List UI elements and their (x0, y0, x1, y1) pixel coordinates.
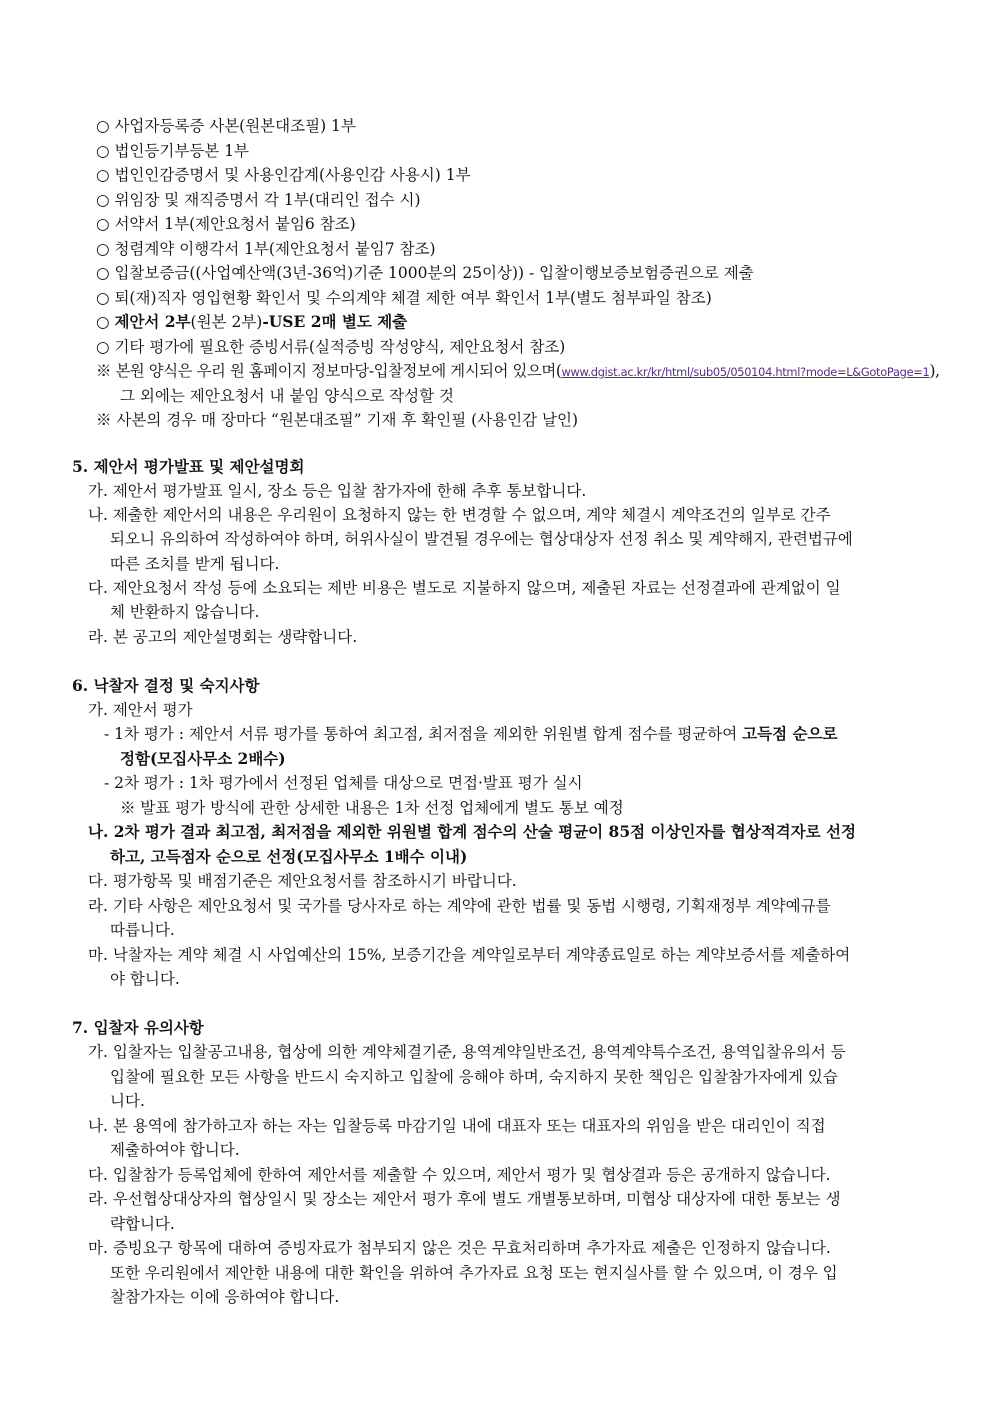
section-6-title: 6. 낙찰자 결정 및 숙지사항 (72, 676, 260, 695)
s6-item-da: 다. 평가항목 및 배점기준은 제안요청서를 참조하시기 바랍니다. (88, 872, 517, 890)
homepage-link[interactable]: www.dgist.ac.kr/kr/html/sub05/050104.html?mode=L&GotoPage=1 (561, 365, 930, 379)
s7-item-da: 다. 입찰참가 등록업체에 한하여 제안서를 제출할 수 있으며, 제안서 평가 및 협상결과 등은 공개하지 않습니다. (88, 1166, 831, 1184)
s6-first-eval-cont: 정함(모집사무소 2배수) (120, 749, 286, 768)
s6-item-na-line2: 하고, 고득점자 순으로 선정(모집사무소 1배수 이내) (110, 847, 468, 866)
s6-item-ma-line2: 야 합니다. (110, 970, 180, 988)
s6-item-ga: 가. 제안서 평가 (88, 701, 193, 719)
s7-item-na-line1: 나. 본 용역에 참가하고자 하는 자는 입찰등록 마감기일 내에 대표자 또는 대표자의 위임을 받은 대리인이 직접 (88, 1117, 826, 1135)
s7-item-na-line2: 제출하여야 합니다. (110, 1141, 240, 1159)
doc-item-pledge: ○ 서약서 1부(제안요청서 붙임6 참조) (96, 215, 356, 233)
s6-first-eval (104, 722, 837, 746)
s5-item-na-line2: 되오니 유의하여 작성하여야 하며, 허위사실이 발견될 경우에는 협상대상자 선정 취소 및 계약해지, 관련법규에 (110, 530, 853, 548)
note-form-location (96, 359, 940, 384)
section-7-title: 7. 입찰자 유의사항 (72, 1018, 204, 1037)
s7-item-ra-line1: 라. 우선협상대상자의 협상일시 및 장소는 제안서 평가 후에 별도 개별통보하며, 미협상 대상자에 대한 통보는 생 (88, 1190, 841, 1208)
doc-item-power-of-attorney: ○ 위임장 및 재직증명서 각 1부(대리인 접수 시) (96, 191, 421, 209)
s7-item-ma-line2: 또한 우리원에서 제안한 내용에 대한 확인을 위하여 추가자료 요청 또는 현지실사를 할 수 있으며, 이 경우 입 (110, 1264, 838, 1282)
note-form-location-end: ), (929, 362, 940, 380)
s7-item-ra-line2: 략합니다. (110, 1215, 175, 1233)
s5-item-na-line3: 따른 조치를 받게 됩니다. (110, 555, 280, 573)
proposal-usb-note: -USE 2매 별도 제출 (262, 312, 408, 331)
s7-item-ma-line1: 마. 증빙요구 항목에 대하여 증빙자료가 첨부되지 않은 것은 무효처리하며 추가자료 제출은 인정하지 않습니다. (88, 1239, 831, 1257)
s6-item-na-line1: 나. 2차 평가 결과 최고점, 최저점을 제외한 위원별 합계 점수의 산술 평균이 85점 이상인자를 협상적격자로 선정 (88, 822, 856, 841)
note-copy-certification: ※ 사본의 경우 매 장마다 “원본대조필” 기재 후 확인필 (사용인감 날인) (96, 411, 579, 429)
doc-item-integrity-contract: ○ 청렴계약 이행각서 1부(제안요청서 붙임7 참조) (96, 240, 436, 258)
s5-item-na-line1: 나. 제출한 제안서의 내용은 우리원이 요청하지 않는 한 변경할 수 없으며, 계약 체결시 계약조건의 일부로 간주 (88, 506, 831, 524)
s6-second-eval: - 2차 평가 : 1차 평가에서 선정된 업체를 대상으로 면접·발표 평가 실시 (104, 774, 583, 792)
section-5-title: 5. 제안서 평가발표 및 제안설명회 (72, 457, 305, 476)
note-form-location-cont: 그 외에는 제안요청서 내 붙임 양식으로 작성할 것 (120, 387, 454, 405)
s7-item-ga-line3: 니다. (110, 1092, 145, 1110)
s6-item-ma-line1: 마. 낙찰자는 계약 체결 시 사업예산의 15%, 보증기간을 계약일로부터 계약종료일로 하는 계약보증서를 제출하여 (88, 946, 851, 964)
s7-item-ga-line1: 가. 입찰자는 입찰공고내용, 협상에 의한 계약체결기준, 용역계약일반조건, 용역계약특수조건, 용역입찰유의서 등 (88, 1043, 846, 1061)
doc-item-corporate-registry: ○ 법인등기부등본 1부 (96, 142, 250, 160)
note-form-location-text: ※ 본원 양식은 우리 원 홈페이지 정보마당-입찰정보에 게시되어 있으며( (96, 362, 562, 380)
doc-item-seal-certificate: ○ 법인인감증명서 및 사용인감계(사용인감 사용시) 1부 (96, 166, 471, 184)
bullet-circle: ○ (96, 313, 115, 331)
doc-item-business-registration: ○ 사업자등록증 사본(원본대조필) 1부 (96, 117, 356, 135)
s5-item-da-line2: 체 반환하지 않습니다. (110, 603, 260, 621)
s6-first-eval-text: - 1차 평가 : 제안서 서류 평가를 통하여 최고점, 최저점을 제외한 위원별 합계 점수를 평균하여 (104, 725, 743, 743)
proposal-copies: 제안서 2부 (114, 312, 191, 331)
s6-item-ra-line2: 따릅니다. (110, 921, 175, 939)
s5-item-ga: 가. 제안서 평가발표 일시, 장소 등은 입찰 참가자에 한해 추후 통보합니다. (88, 482, 587, 500)
s7-item-ga-line2: 입찰에 필요한 모든 사항을 반드시 숙지하고 입찰에 응해야 하며, 숙지하지 못한 책임은 입찰참가자에게 있습 (110, 1068, 838, 1086)
doc-item-bid-bond: ○ 입찰보증금((사업예산액(3년-36억)기준 1000분의 25이상)) - 입찰이행보증보험증권으로 제출 (96, 264, 754, 282)
doc-item-proposal (96, 310, 407, 334)
s7-item-ma-line3: 찰참가자는 이에 응하여야 합니다. (110, 1288, 340, 1306)
doc-item-retiree-confirmation: ○ 퇴(재)직자 영입현황 확인서 및 수의계약 체결 제한 여부 확인서 1부(별도 첨부파일 참조) (96, 289, 712, 307)
s5-item-da-line1: 다. 제안요청서 작성 등에 소요되는 제반 비용은 별도로 지불하지 않으며, 제출된 자료는 선정결과에 관계없이 일 (88, 579, 841, 597)
s6-first-eval-emphasis: 고득점 순으로 (742, 724, 838, 743)
s6-second-eval-note: ※ 발표 평가 방식에 관한 상세한 내용은 1차 선정 업체에게 별도 통보 예정 (120, 799, 624, 817)
s5-item-ra: 라. 본 공고의 제안설명회는 생략합니다. (88, 628, 358, 646)
s6-item-ra-line1: 라. 기타 사항은 제안요청서 및 국가를 당사자로 하는 계약에 관한 법률 및 동법 시행령, 기획재정부 계약예규를 (88, 897, 831, 915)
proposal-originals: (원본 2부) (190, 313, 263, 331)
doc-item-evidence: ○ 기타 평가에 필요한 증빙서류(실적증빙 작성양식, 제안요청서 참조) (96, 338, 566, 356)
